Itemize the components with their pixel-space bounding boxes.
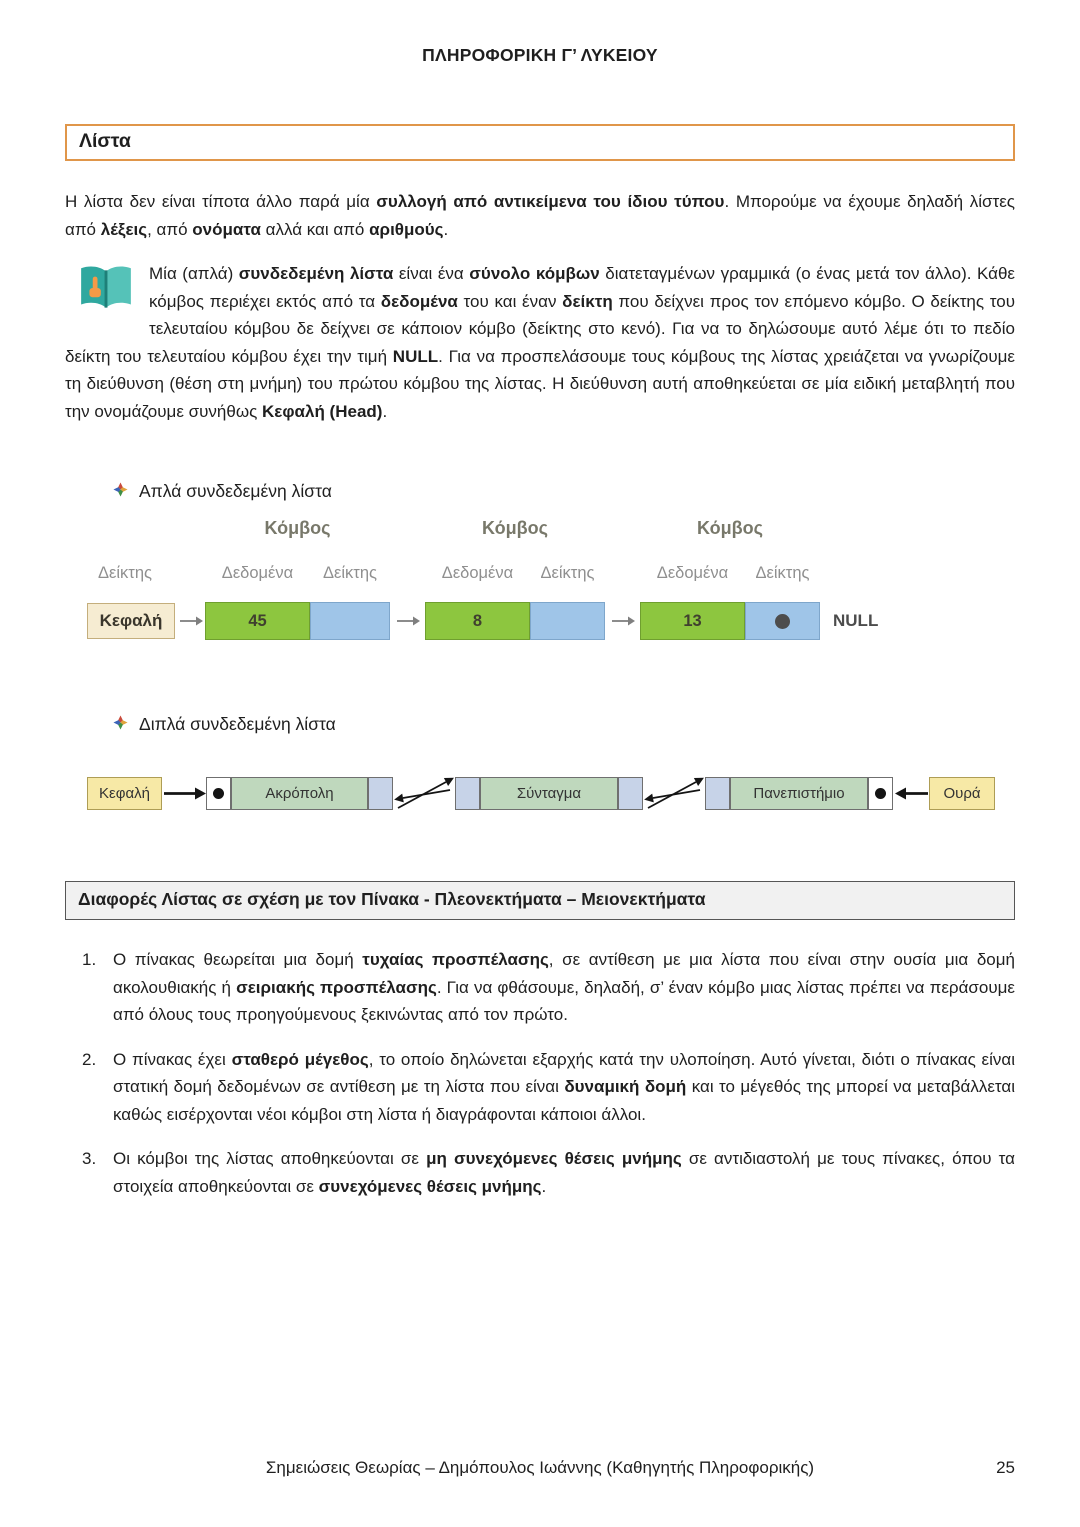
bullet-singly-list (113, 481, 1015, 502)
list-item-text: Ο πίνακας θεωρείται μια δομή τυχαίας προσπέλασης, σε αντίθεση με μια λίστα που είναι στην ουσία μια δομή ακολουθιακής ή σειριακής προσπέλασης. Για να φθάσουμε, δηλαδή, σ’ έναν κόμβο μιας λίστας πρέπει να περάσουμε από όλους τους προηγούμενους ξεκινώντας από τον πρώτο. (113, 950, 1016, 1025)
page-number: 25 (996, 1458, 1015, 1477)
data-column-label-1: Δεδομένα (221, 564, 294, 583)
document-header: ΠΛΗΡΟΦΟΡΙΚΗ Γ’ ΛΥΚΕΙΟΥ (422, 45, 658, 65)
prev-pointer-cell-3 (705, 777, 730, 810)
pointer-column-label-3: Δείκτης (755, 564, 810, 583)
node-data-cell-3: 13 (640, 602, 745, 640)
book-icon (77, 263, 139, 339)
list-item-text: Οι κόμβοι της λίστας αποθηκεύονται σε μη συνεχόμενες θέσεις μνήμης σε αντιδιαστολή με τους πίνακες, όπου τα στοιχεία αποθηκεύονται σε συνεχόμενες θέσεις μνήμης. (113, 1149, 1015, 1196)
doubly-node-data-cell-1: Ακρόπολη (231, 777, 368, 810)
head-pointer-label: Δείκτης (98, 564, 152, 583)
bidirectional-arrows-icon (644, 766, 704, 818)
intro-paragraph: Η λίστα δεν είναι τίποτα άλλο παρά μία συλλογή από αντικείμενα του ίδιου τύπου. Μπορούμε να έχουμε δηλαδή λίστες από λέξεις, από ονόματα αλλά και από αριθμούς. (65, 192, 1015, 239)
arrow-right-icon (179, 614, 203, 628)
tail-box: Ουρά (929, 777, 995, 810)
node-pointer-cell-1 (310, 602, 390, 640)
node-data-cell-1: 45 (205, 602, 310, 640)
definition-text: Μία (απλά) συνδεδεμένη λίστα είναι ένα σύνολο κόμβων διατεταγμένων γραμμικά (ο ένας μετά τον άλλο). Κάθε κόμβος περιέχει εκτός από τα δεδομένα του και έναν δείκτη που δείχνει προς τον επόμενο κόμβο. Ο δείκτης του τελευταίου κόμβου δε δείχνει σε κάποιον κόμβο (δείκτης στο κενό). Για να το δηλώσουμε αυτό λέμε ότι το πεδίο δείκτη του τελευταίου κόμβου έχει την τιμή NULL. Για να προσπελάσουμε τους κόμβους της λίστας χρειάζεται να γνωρίζουμε τη διεύθυνση (θέση στη μνήμη) του πρώτου κόμβου της λίστας. Η διεύθυνση αυτή αποθηκεύεται σε μία ειδική μεταβλητή που την ονομάζουμε συνήθως Κεφαλή (Head). (65, 264, 1016, 421)
doubly-node-data-cell-2: Σύνταγμα (480, 777, 618, 810)
node-data-cell-2: 8 (425, 602, 530, 640)
pinwheel-bullet-icon (113, 714, 128, 735)
node-pointer-cell-2 (530, 602, 605, 640)
pinwheel-bullet-icon (113, 481, 128, 502)
bullet-doubly-label: Διπλά συνδεδεμένη λίστα (139, 714, 336, 735)
document-footer (65, 1458, 1015, 1478)
list-item-number: 3. (82, 1149, 97, 1169)
node-title-2: Κόμβος (482, 518, 548, 539)
thick-arrow-left-icon (895, 786, 928, 801)
list-item (65, 946, 1015, 1029)
list-item-text: Ο πίνακας έχει σταθερό μέγεθος, το οποίο δηλώνεται εξαρχής κατά την υλοποίηση. Αυτό γίνεται, διότι ο πίνακας είναι στατική δομή δεδομένων σε αντίθεση με τη λίστα που είναι δυναμική δομή και το μέγεθός της μπορεί να μεταβάλλεται καθώς εισέρχονται νέοι κόμβοι στη λίστα ή διαγράφονται κάποιοι άλλοι. (113, 1049, 1015, 1124)
list-item-number: 2. (82, 1049, 97, 1069)
head-box: Κεφαλή (87, 777, 162, 810)
data-column-label-2: Δεδομένα (441, 564, 514, 583)
data-column-label-3: Δεδομένα (656, 564, 729, 583)
differences-section-heading: Διαφορές Λίστας σε σχέση με τον Πίνακα - Πλεονεκτήματα – Μειονεκτήματα (65, 881, 1015, 920)
bullet-doubly-list (113, 714, 1015, 735)
node-title-3: Κόμβος (697, 518, 763, 539)
differences-list (65, 946, 1015, 1200)
prev-pointer-cell-2 (455, 777, 480, 810)
list-item (65, 1046, 1015, 1129)
section-title-text: Λίστα (79, 130, 131, 152)
section-title-box (65, 124, 1015, 161)
doubly-linked-list-diagram (65, 763, 1015, 841)
pointer-column-label-2: Δείκτης (540, 564, 595, 583)
footer-text: Σημειώσεις Θεωρίας – Δημόπουλος Ιωάννης (Καθηγητής Πληροφορικής) (265, 1458, 815, 1477)
node-title-1: Κόμβος (264, 518, 331, 539)
bidirectional-arrows-icon (394, 766, 454, 818)
bullet-singly-label: Απλά συνδεδεμένη λίστα (139, 481, 332, 502)
doubly-node-data-cell-3: Πανεπιστήμιο (730, 777, 868, 810)
head-box: Κεφαλή (87, 603, 175, 639)
thick-arrow-right-icon (164, 786, 206, 801)
next-pointer-cell-2 (618, 777, 643, 810)
singly-linked-list-diagram (65, 518, 1015, 650)
list-item-number: 1. (82, 950, 97, 970)
null-label: NULL (833, 611, 879, 631)
arrow-right-icon (611, 614, 635, 628)
next-pointer-cell-1 (368, 777, 393, 810)
arrow-right-icon (396, 614, 420, 628)
list-item (65, 1145, 1015, 1200)
definition-paragraph (65, 260, 1015, 425)
pointer-column-label-1: Δείκτης (323, 564, 377, 583)
